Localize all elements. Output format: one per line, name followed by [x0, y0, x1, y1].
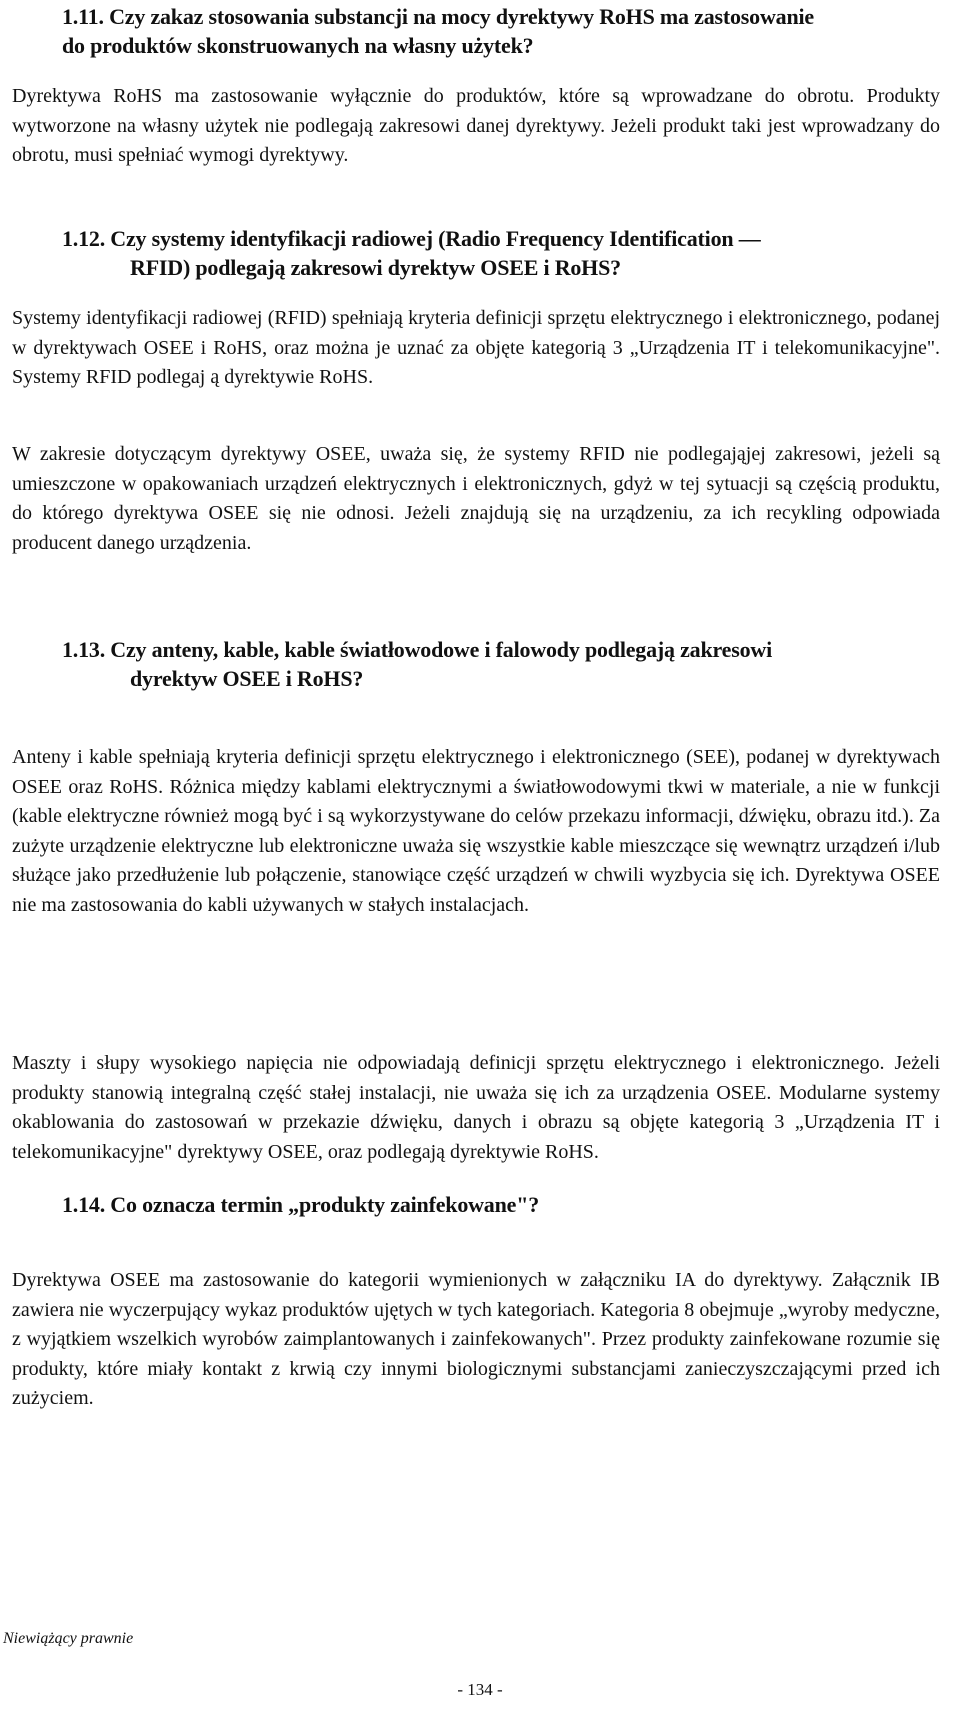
section-1-12-heading-line1: 1.12. Czy systemy identyfikacji radiowej (Radio Frequency Identification —: [62, 226, 761, 251]
legal-disclaimer: Niewiążący prawnie: [3, 1630, 134, 1647]
section-1-13-body-2: Maszty i słupy wysokiego napięcia nie odpowiadają definicji sprzętu elektrycznego i elektronicznego. Jeżeli produkty stanowią integralną część stałej instalacji, nie uważa się ich za urządzenia OSEE. Modularne systemy okablowania do zastosowań w przekazie dźwięku, danych i obrazu są objęte kategorią 3 „Urządzenia IT i telekomunikacyjne" dyrektywy OSEE, oraz podlegają dyrektywie RoHS.: [12, 1052, 940, 1163]
section-1-14-body: Dyrektywa OSEE ma zastosowanie do kategorii wymienionych w załączniku IA do dyrektywy. Załącznik IB zawiera nie wyczerpujący wykaz produktów ujętych w tych kategoriach. Kategoria 8 obejmuje „wyroby medyczne, z wyjątkiem wszelkich wyrobów zaimplantowanych i zainfekowanych". Przez produkty zainfekowane rozumie się produkty, które miały kontakt z krwią czy innymi biologicznymi substancjami zanieczyszczającymi przed ich zużyciem.: [12, 1269, 940, 1409]
section-1-12-heading-line2: RFID) podlegają zakresowi dyrektyw OSEE i RoHS?: [130, 255, 621, 280]
page-number: - 134 -: [457, 1680, 503, 1699]
section-1-13-heading-line2: dyrektyw OSEE i RoHS?: [130, 666, 364, 691]
section-1-11-heading: [62, 2, 942, 60]
section-1-12-heading: [62, 224, 942, 282]
section-1-12-body-2: W zakresie dotyczącym dyrektywy OSEE, uważa się, że systemy RFID nie podlegająjej zakresowi, jeżeli są umieszczone w opakowaniach urządzeń elektrycznych i elektronicznych, gdyż w tej sytuacji są częścią produktu, do którego dyrektywa OSEE się nie odnosi. Jeżeli znajdują się na urządzeniu, za ich recykling odpowiada producent danego urządzenia.: [12, 443, 940, 554]
section-1-14-heading-line1: 1.14. Co oznacza termin „produkty zainfekowane"?: [62, 1192, 540, 1217]
section-1-11-heading-line1: 1.11. Czy zakaz stosowania substancji na mocy dyrektywy RoHS ma zastosowanie: [62, 4, 814, 29]
section-1-13-body-1: Anteny i kable spełniają kryteria definicji sprzętu elektrycznego i elektronicznego (SEE), podanej w dyrektywach OSEE oraz RoHS. Różnica między kablami elektrycznymi a światłowodowymi tkwi w materiale, a nie w funkcji (kable elektryczne również mogą być i są wykorzystywane do celów przekazu informacji, dźwięku, obrazu itd.). Za zużyte urządzenie elektryczne lub elektroniczne uważa się wszystkie kable mieszczące się wewnątrz urządzeń i/lub służące jako przedłużenie lub połączenie, stanowiące część urządzeń w chwili wyzbycia się ich. Dyrektywa OSEE nie ma zastosowania do kabli używanych w stałych instalacjach.: [12, 746, 940, 916]
section-1-14-heading: [62, 1190, 942, 1219]
section-1-11-body: Dyrektywa RoHS ma zastosowanie wyłącznie do produktów, które są wprowadzane do obrotu. Produkty wytworzone na własny użytek nie podlegają zakresowi danej dyrektywy. Jeżeli produkt taki jest wprowadzany do obrotu, musi spełniać wymogi dyrektywy.: [12, 85, 940, 166]
section-1-13-heading-line1: 1.13. Czy anteny, kable, kable światłowodowe i falowody podlegają zakresowi: [62, 637, 773, 662]
section-1-12-body-1: Systemy identyfikacji radiowej (RFID) spełniają kryteria definicji sprzętu elektrycznego i elektronicznego, podanej w dyrektywach OSEE i RoHS, oraz można je uznać za objęte kategorią 3 „Urządzenia IT i telekomunikacyjne". Systemy RFID podlegaj ą dyrektywie RoHS.: [12, 307, 940, 388]
section-1-13-heading: [62, 635, 942, 693]
section-1-11-heading-line2: do produktów skonstruowanych na własny użytek?: [62, 33, 534, 58]
